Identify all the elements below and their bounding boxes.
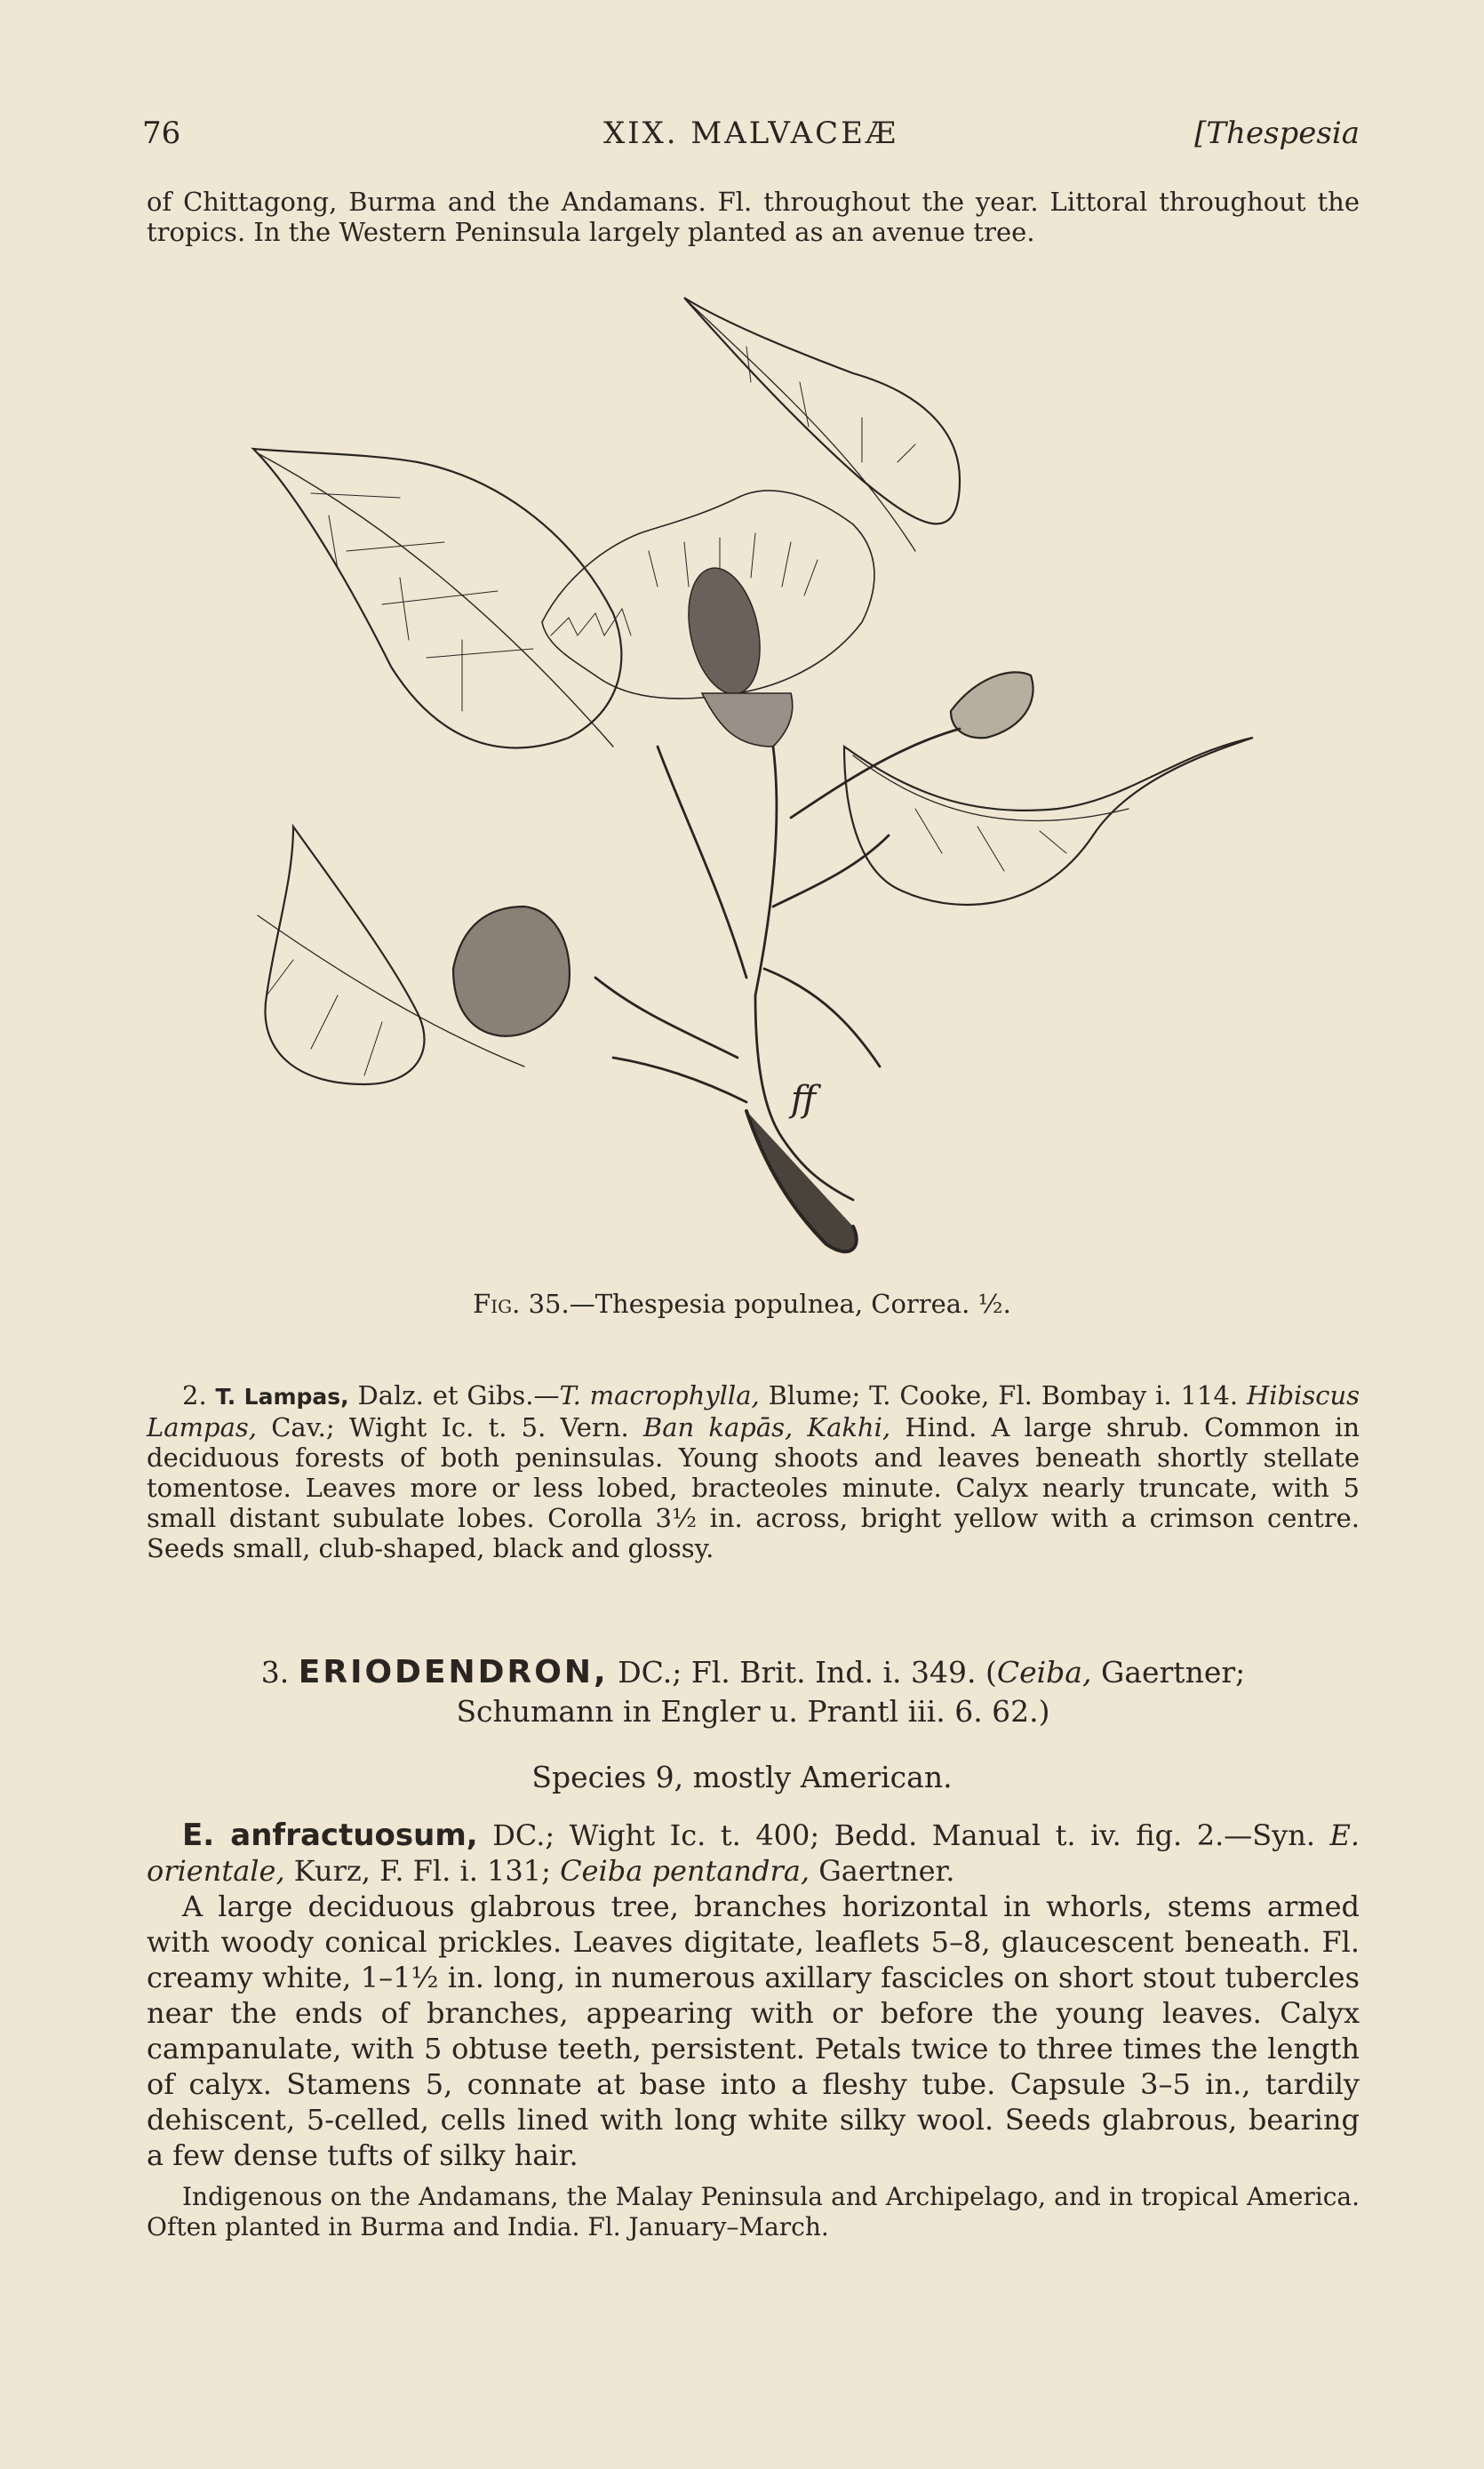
synonym: T. macrophylla,: [559, 1380, 760, 1410]
figure-caption: [0, 1289, 1484, 1319]
family-title: XIX. MALVACEÆ: [602, 116, 899, 151]
leaf-lower-left: [265, 827, 424, 1084]
genus-reference: DC.; Fl. Brit. Ind. i. 349. (: [618, 1655, 997, 1690]
figure-label: Fig. 35.: [473, 1289, 570, 1319]
species-2-paragraph: [147, 1380, 1360, 1563]
page-number: 76: [142, 116, 181, 151]
leaf-right: [844, 738, 1253, 905]
genus-heading: [147, 1653, 1360, 1731]
reference: Cav.; Wight Ic. t. 5. Vern.: [271, 1412, 629, 1442]
genus-name: ERIODENDRON,: [298, 1654, 609, 1690]
species-count-note: Species 9, mostly American.: [531, 1760, 953, 1794]
habitat-text: Indigenous on the Andamans, the Malay Peninsula and Archipelago, and in tropical America. Often planted in Burma and India. Fl. January–March.: [147, 2182, 1360, 2241]
synonym: Ceiba pentandra,: [560, 1854, 810, 1888]
running-header: [142, 116, 1360, 160]
reference: Kurz, F. Fl. i. 131;: [293, 1854, 551, 1888]
botanical-illustration: [240, 284, 1271, 1289]
intro-paragraph: of Chittagong, Burma and the Andamans. Fl. throughout the year. Littoral throughout the tropics. In the Western Peninsula largely planted as an avenue tree.: [147, 187, 1360, 247]
species-number: 2.: [182, 1380, 207, 1410]
genus-number: 3.: [260, 1655, 290, 1690]
reference: DC.; Wight Ic. t. 400; Bedd. Manual t. iv. fig. 2.—Syn.: [492, 1818, 1316, 1852]
flower: [542, 491, 874, 747]
fruit-capsule: [453, 907, 570, 1036]
species-description: Hind. A large shrub. Common in deciduous forests of both peninsulas. Young shoots and leaves beneath shortly stellate tomentose. Leaves more or less lobed, bracteoles minute. Calyx nearly truncate, with 5 small distant subulate lobes. Corolla 3½ in. across, bright yellow with a crimson centre. Seeds small, club-shaped, black and glossy.: [147, 1412, 1360, 1563]
genus-reference-line2: Schumann in Engler u. Prantl iii. 6. 62.): [456, 1694, 1050, 1729]
vernacular-names: Ban kapās, Kakhi,: [642, 1412, 891, 1442]
genus-reference: Gaertner;: [1100, 1655, 1246, 1690]
leaf-top-right: [684, 298, 960, 523]
synonym: Hibiscus Lampas,: [147, 1380, 1360, 1442]
synonym: E. orientale,: [147, 1818, 1360, 1888]
genus-alt-name: Ceiba,: [996, 1655, 1092, 1690]
eriodendron-paragraph: [147, 1818, 1360, 2173]
running-genus: [Thespesia: [1194, 116, 1360, 151]
species-authors: Dalz. et Gibs.—: [357, 1380, 560, 1410]
figure-caption-text: —Thespesia populnea, Correa. ½.: [569, 1289, 1011, 1319]
reference: Gaertner.: [818, 1854, 955, 1888]
species-name: E. anfractuosum,: [182, 1818, 478, 1853]
flower-bud: [951, 672, 1033, 738]
leaf-left-midrib: [258, 453, 613, 747]
illustrator-monogram: ff: [791, 1079, 817, 1120]
species-name: T. Lampas,: [215, 1384, 349, 1410]
stems: [595, 729, 960, 1200]
reference: Blume; T. Cooke, Fl. Bombay i. 114.: [768, 1380, 1239, 1410]
stem-base: [746, 1111, 857, 1251]
species-description: A large deciduous glabrous tree, branches horizontal in whorls, stems armed with woody conical prickles. Leaves digitate, leaflets 5–8, glaucescent beneath. Fl. creamy white, 1–1½ in. long, in numerous axillary fascicles on short stout tubercles near the ends of branches, appearing with or before the young leaves. Calyx campanulate, with 5 obtuse teeth, persistent. Petals twice to three times the length of calyx. Stamens 5, connate at base into a fleshy tube. Capsule 3–5 in., tardily dehiscent, 5-celled, cells lined with long white silky wool. Seeds glabrous, bearing a few dense tufts of silky hair.: [147, 1890, 1360, 2172]
habitat-note: [147, 2182, 1360, 2242]
